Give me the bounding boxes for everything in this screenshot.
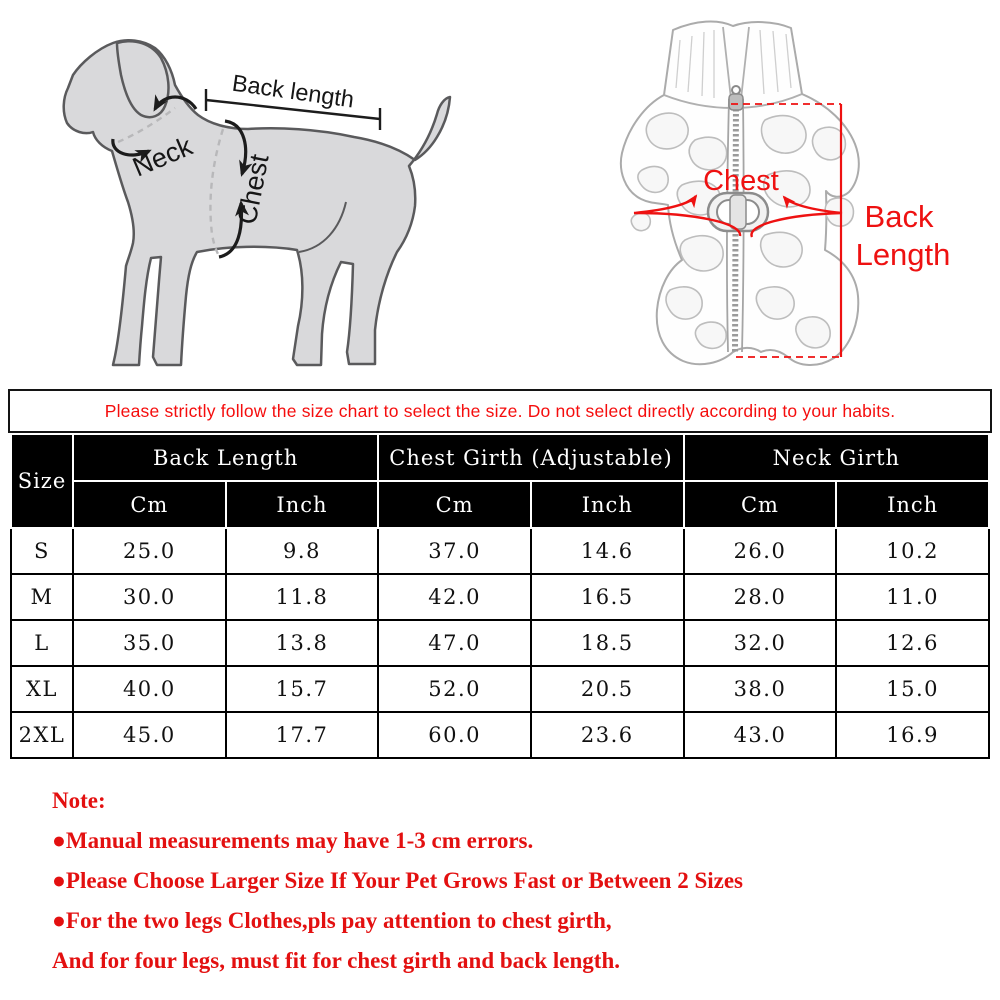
jacket-chest-label: Chest	[703, 165, 779, 197]
size-cell: M	[11, 574, 73, 620]
value-cell: 38.0	[684, 666, 837, 712]
value-cell: 60.0	[378, 712, 531, 758]
size-header-cell: Size	[11, 434, 73, 528]
value-cell: 28.0	[684, 574, 837, 620]
value-cell: 9.8	[226, 528, 379, 574]
table-row	[11, 712, 989, 758]
note-title: Note:	[52, 788, 106, 813]
group-header-back-length: Back Length	[73, 434, 378, 481]
value-cell: 12.6	[836, 620, 989, 666]
group-header-chest-girth: Chest Girth (Adjustable)	[378, 434, 683, 481]
table-row	[11, 620, 989, 666]
value-cell: 20.5	[531, 666, 684, 712]
neck-label: Neck	[128, 130, 197, 183]
note-line: ●Please Choose Larger Size If Your Pet Grows Fast or Between 2 Sizes	[52, 868, 743, 893]
size-cell: S	[11, 528, 73, 574]
notes-section	[52, 781, 952, 981]
jacket-measurement-diagram	[590, 0, 1000, 382]
value-cell: 10.2	[836, 528, 989, 574]
value-cell: 25.0	[73, 528, 226, 574]
value-cell: 16.5	[531, 574, 684, 620]
dog-measurement-diagram	[0, 0, 500, 382]
value-cell: 17.7	[226, 712, 379, 758]
size-cell: XL	[11, 666, 73, 712]
table-row	[11, 528, 989, 574]
note-line: ●Manual measurements may have 1-3 cm errors.	[52, 828, 534, 853]
size-cell: 2XL	[11, 712, 73, 758]
unit-header-cell: Cm	[73, 481, 226, 528]
table-row	[11, 666, 989, 712]
value-cell: 18.5	[531, 620, 684, 666]
warning-text: Please strictly follow the size chart to select the size. Do not select directly according to your habits.	[104, 400, 896, 421]
value-cell: 42.0	[378, 574, 531, 620]
value-cell: 16.9	[836, 712, 989, 758]
size-table-body	[11, 528, 989, 758]
chest-label: Chest	[231, 151, 275, 227]
value-cell: 43.0	[684, 712, 837, 758]
value-cell: 30.0	[73, 574, 226, 620]
note-line: ●For the two legs Clothes,pls pay attention to chest girth,	[52, 908, 612, 933]
unit-header-cell: Inch	[836, 481, 989, 528]
value-cell: 47.0	[378, 620, 531, 666]
value-cell: 11.0	[836, 574, 989, 620]
table-row	[11, 574, 989, 620]
back-length-label: Back length	[230, 69, 356, 113]
value-cell: 32.0	[684, 620, 837, 666]
value-cell: 23.6	[531, 712, 684, 758]
notes-list	[52, 821, 952, 981]
unit-header-cell: Cm	[378, 481, 531, 528]
value-cell: 40.0	[73, 666, 226, 712]
size-table-header	[11, 434, 989, 528]
value-cell: 11.8	[226, 574, 379, 620]
size-table	[10, 433, 990, 759]
value-cell: 45.0	[73, 712, 226, 758]
value-cell: 37.0	[378, 528, 531, 574]
note-line: And for four legs, must fit for chest girth and back length.	[52, 948, 620, 973]
warning-banner	[8, 389, 992, 433]
jacket-back-label-line1: Back	[864, 199, 934, 234]
unit-header-cell: Inch	[226, 481, 379, 528]
size-cell: L	[11, 620, 73, 666]
value-cell: 26.0	[684, 528, 837, 574]
value-cell: 52.0	[378, 666, 531, 712]
value-cell: 14.6	[531, 528, 684, 574]
unit-header-cell: Cm	[684, 481, 837, 528]
unit-header-cell: Inch	[531, 481, 684, 528]
group-header-neck-girth: Neck Girth	[684, 434, 989, 481]
value-cell: 35.0	[73, 620, 226, 666]
value-cell: 15.7	[226, 666, 379, 712]
jacket-back-label-line2: Length	[855, 237, 951, 272]
value-cell: 15.0	[836, 666, 989, 712]
value-cell: 13.8	[226, 620, 379, 666]
